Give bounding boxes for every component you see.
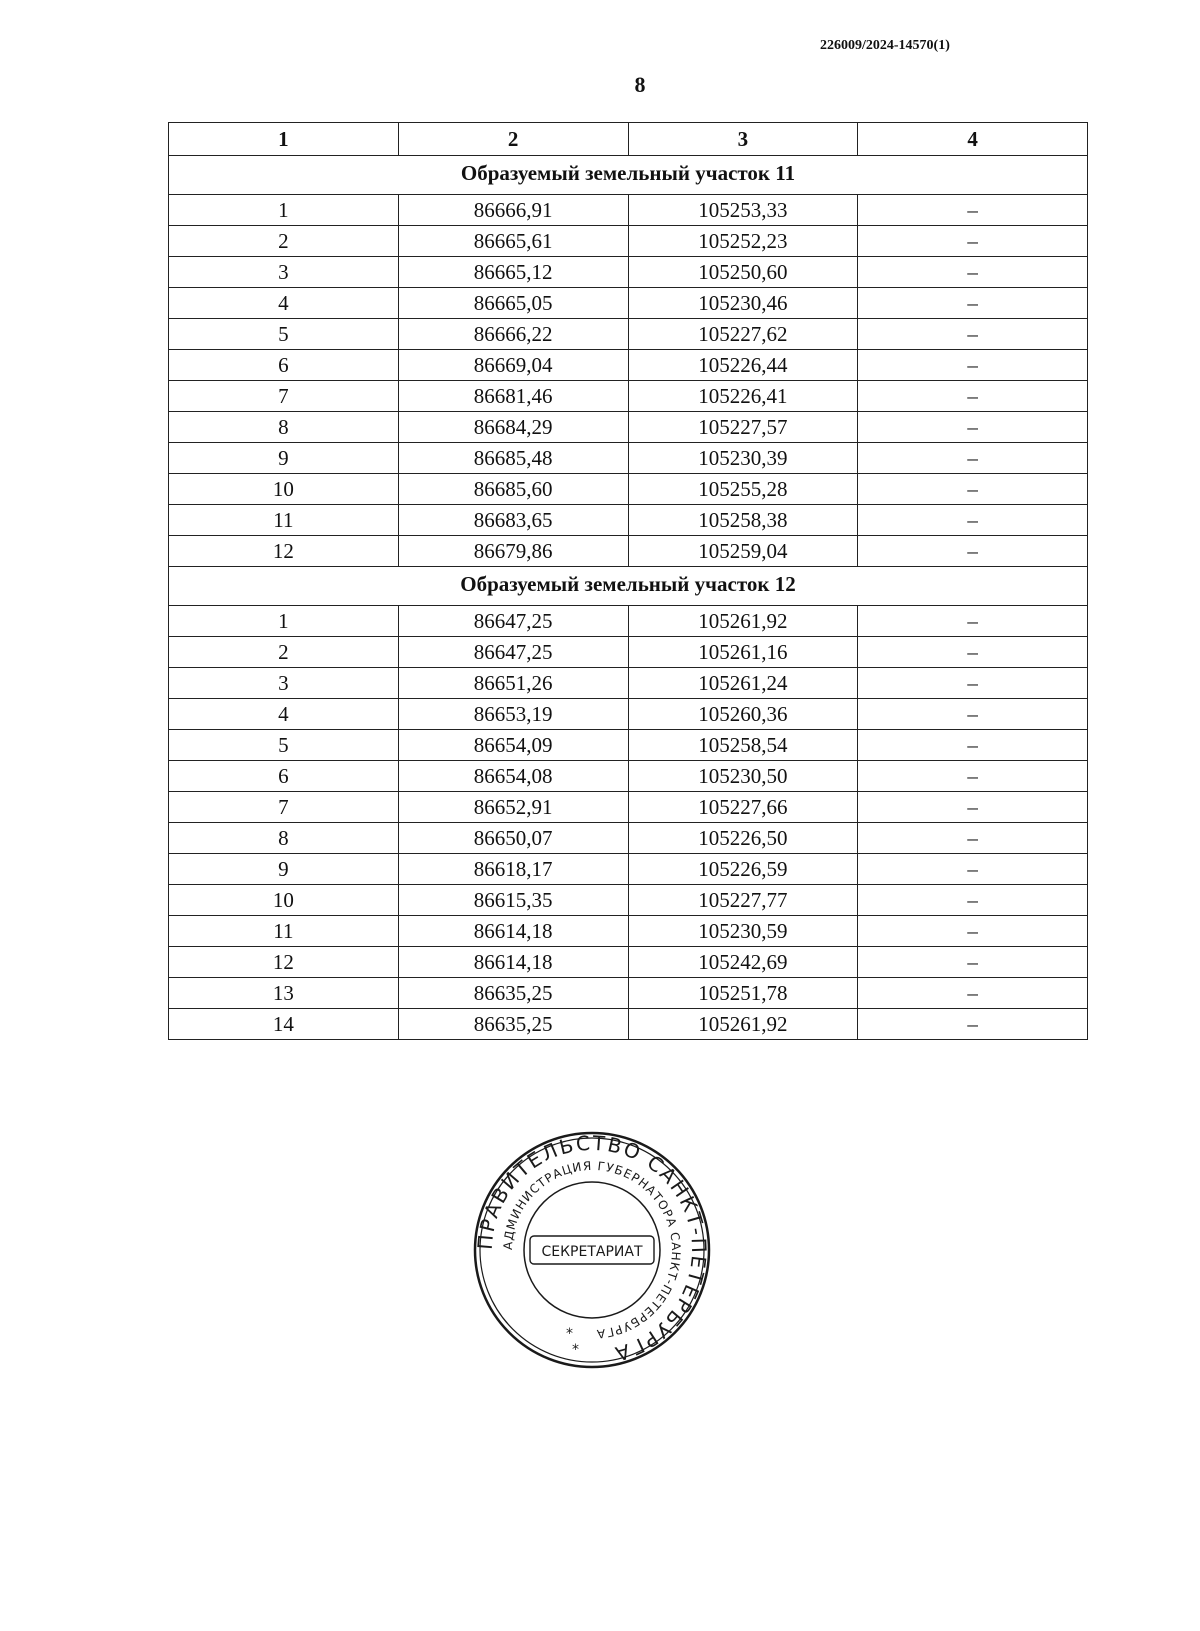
column-header: 4 bbox=[858, 123, 1088, 156]
y-coordinate-cell: 105261,16 bbox=[628, 637, 858, 668]
point-number-cell: 7 bbox=[169, 792, 399, 823]
x-coordinate-cell: 86653,19 bbox=[398, 699, 628, 730]
table-row bbox=[169, 319, 1088, 350]
x-coordinate-cell: 86679,86 bbox=[398, 536, 628, 567]
y-coordinate-cell: 105227,77 bbox=[628, 885, 858, 916]
table-row bbox=[169, 257, 1088, 288]
point-number-cell: 8 bbox=[169, 823, 399, 854]
y-coordinate-cell: 105230,59 bbox=[628, 916, 858, 947]
y-coordinate-cell: 105227,66 bbox=[628, 792, 858, 823]
note-cell: – bbox=[858, 412, 1088, 443]
x-coordinate-cell: 86614,18 bbox=[398, 916, 628, 947]
table-row bbox=[169, 792, 1088, 823]
x-coordinate-cell: 86669,04 bbox=[398, 350, 628, 381]
x-coordinate-cell: 86647,25 bbox=[398, 606, 628, 637]
coordinates-table bbox=[168, 122, 1088, 1040]
table-row bbox=[169, 1009, 1088, 1040]
note-cell: – bbox=[858, 474, 1088, 505]
table-row bbox=[169, 226, 1088, 257]
note-cell: – bbox=[858, 536, 1088, 567]
note-cell: – bbox=[858, 606, 1088, 637]
table-row bbox=[169, 606, 1088, 637]
section-title: Образуемый земельный участок 11 bbox=[169, 156, 1088, 195]
y-coordinate-cell: 105261,24 bbox=[628, 668, 858, 699]
point-number-cell: 10 bbox=[169, 474, 399, 505]
note-cell: – bbox=[858, 978, 1088, 1009]
official-stamp bbox=[472, 1130, 712, 1370]
point-number-cell: 11 bbox=[169, 505, 399, 536]
column-header: 3 bbox=[628, 123, 858, 156]
point-number-cell: 7 bbox=[169, 381, 399, 412]
note-cell: – bbox=[858, 1009, 1088, 1040]
point-number-cell: 12 bbox=[169, 947, 399, 978]
note-cell: – bbox=[858, 823, 1088, 854]
y-coordinate-cell: 105226,41 bbox=[628, 381, 858, 412]
x-coordinate-cell: 86635,25 bbox=[398, 978, 628, 1009]
y-coordinate-cell: 105255,28 bbox=[628, 474, 858, 505]
y-coordinate-cell: 105260,36 bbox=[628, 699, 858, 730]
note-cell: – bbox=[858, 699, 1088, 730]
page-number: 8 bbox=[634, 72, 646, 97]
x-coordinate-cell: 86654,08 bbox=[398, 761, 628, 792]
point-number-cell: 6 bbox=[169, 761, 399, 792]
note-cell: – bbox=[858, 257, 1088, 288]
stamp-center-text: СЕКРЕТАРИАТ bbox=[541, 1244, 643, 1260]
point-number-cell: 8 bbox=[169, 412, 399, 443]
x-coordinate-cell: 86635,25 bbox=[398, 1009, 628, 1040]
table-row bbox=[169, 978, 1088, 1009]
section-header-row bbox=[169, 567, 1088, 606]
y-coordinate-cell: 105253,33 bbox=[628, 195, 858, 226]
y-coordinate-cell: 105230,50 bbox=[628, 761, 858, 792]
x-coordinate-cell: 86614,18 bbox=[398, 947, 628, 978]
y-coordinate-cell: 105227,62 bbox=[628, 319, 858, 350]
y-coordinate-cell: 105258,54 bbox=[628, 730, 858, 761]
table-row bbox=[169, 885, 1088, 916]
star-icon: * bbox=[566, 1326, 573, 1342]
table-row bbox=[169, 668, 1088, 699]
table-row bbox=[169, 381, 1088, 412]
doc-number: 226009/2024-14570(1) bbox=[820, 38, 950, 53]
table-row bbox=[169, 947, 1088, 978]
table-row bbox=[169, 474, 1088, 505]
point-number-cell: 10 bbox=[169, 885, 399, 916]
point-number-cell: 3 bbox=[169, 668, 399, 699]
section-header-row bbox=[169, 156, 1088, 195]
note-cell: – bbox=[858, 885, 1088, 916]
x-coordinate-cell: 86654,09 bbox=[398, 730, 628, 761]
x-coordinate-cell: 86684,29 bbox=[398, 412, 628, 443]
point-number-cell: 2 bbox=[169, 637, 399, 668]
table-row bbox=[169, 761, 1088, 792]
stamp-outer-text: ПРАВИТЕЛЬСТВО САНКТ-ПЕТЕРБУРГА bbox=[472, 1130, 712, 1367]
point-number-cell: 9 bbox=[169, 854, 399, 885]
note-cell: – bbox=[858, 443, 1088, 474]
column-header: 1 bbox=[169, 123, 399, 156]
note-cell: – bbox=[858, 381, 1088, 412]
point-number-cell: 13 bbox=[169, 978, 399, 1009]
point-number-cell: 12 bbox=[169, 536, 399, 567]
note-cell: – bbox=[858, 947, 1088, 978]
table-body bbox=[169, 156, 1088, 1040]
note-cell: – bbox=[858, 637, 1088, 668]
y-coordinate-cell: 105242,69 bbox=[628, 947, 858, 978]
note-cell: – bbox=[858, 668, 1088, 699]
x-coordinate-cell: 86652,91 bbox=[398, 792, 628, 823]
table-row bbox=[169, 412, 1088, 443]
y-coordinate-cell: 105261,92 bbox=[628, 606, 858, 637]
note-cell: – bbox=[858, 761, 1088, 792]
note-cell: – bbox=[858, 730, 1088, 761]
stamp-inner-text: АДМИНИСТРАЦИЯ ГУБЕРНАТОРА САНКТ-ПЕТЕРБУРГА bbox=[500, 1158, 684, 1341]
note-cell: – bbox=[858, 195, 1088, 226]
table-row bbox=[169, 637, 1088, 668]
note-cell: – bbox=[858, 792, 1088, 823]
y-coordinate-cell: 105226,50 bbox=[628, 823, 858, 854]
y-coordinate-cell: 105227,57 bbox=[628, 412, 858, 443]
x-coordinate-cell: 86681,46 bbox=[398, 381, 628, 412]
point-number-cell: 5 bbox=[169, 319, 399, 350]
x-coordinate-cell: 86618,17 bbox=[398, 854, 628, 885]
y-coordinate-cell: 105259,04 bbox=[628, 536, 858, 567]
x-coordinate-cell: 86650,07 bbox=[398, 823, 628, 854]
table-row bbox=[169, 505, 1088, 536]
table-row bbox=[169, 195, 1088, 226]
note-cell: – bbox=[858, 916, 1088, 947]
table-header-row bbox=[169, 123, 1088, 156]
table-row bbox=[169, 350, 1088, 381]
table-row bbox=[169, 288, 1088, 319]
y-coordinate-cell: 105250,60 bbox=[628, 257, 858, 288]
x-coordinate-cell: 86666,91 bbox=[398, 195, 628, 226]
y-coordinate-cell: 105230,39 bbox=[628, 443, 858, 474]
table-row bbox=[169, 699, 1088, 730]
y-coordinate-cell: 105230,46 bbox=[628, 288, 858, 319]
y-coordinate-cell: 105226,59 bbox=[628, 854, 858, 885]
x-coordinate-cell: 86685,48 bbox=[398, 443, 628, 474]
note-cell: – bbox=[858, 288, 1088, 319]
point-number-cell: 4 bbox=[169, 699, 399, 730]
x-coordinate-cell: 86651,26 bbox=[398, 668, 628, 699]
table-row bbox=[169, 730, 1088, 761]
y-coordinate-cell: 105251,78 bbox=[628, 978, 858, 1009]
table-row bbox=[169, 854, 1088, 885]
star-icon: * bbox=[572, 1342, 579, 1358]
point-number-cell: 1 bbox=[169, 606, 399, 637]
x-coordinate-cell: 86647,25 bbox=[398, 637, 628, 668]
x-coordinate-cell: 86665,12 bbox=[398, 257, 628, 288]
point-number-cell: 4 bbox=[169, 288, 399, 319]
point-number-cell: 11 bbox=[169, 916, 399, 947]
x-coordinate-cell: 86685,60 bbox=[398, 474, 628, 505]
x-coordinate-cell: 86666,22 bbox=[398, 319, 628, 350]
y-coordinate-cell: 105261,92 bbox=[628, 1009, 858, 1040]
point-number-cell: 1 bbox=[169, 195, 399, 226]
table-row bbox=[169, 916, 1088, 947]
y-coordinate-cell: 105226,44 bbox=[628, 350, 858, 381]
note-cell: – bbox=[858, 350, 1088, 381]
point-number-cell: 6 bbox=[169, 350, 399, 381]
x-coordinate-cell: 86615,35 bbox=[398, 885, 628, 916]
table-row bbox=[169, 823, 1088, 854]
point-number-cell: 3 bbox=[169, 257, 399, 288]
x-coordinate-cell: 86683,65 bbox=[398, 505, 628, 536]
x-coordinate-cell: 86665,05 bbox=[398, 288, 628, 319]
point-number-cell: 14 bbox=[169, 1009, 399, 1040]
point-number-cell: 2 bbox=[169, 226, 399, 257]
note-cell: – bbox=[858, 319, 1088, 350]
table-row bbox=[169, 536, 1088, 567]
y-coordinate-cell: 105258,38 bbox=[628, 505, 858, 536]
note-cell: – bbox=[858, 226, 1088, 257]
point-number-cell: 9 bbox=[169, 443, 399, 474]
column-header: 2 bbox=[398, 123, 628, 156]
point-number-cell: 5 bbox=[169, 730, 399, 761]
table-row bbox=[169, 443, 1088, 474]
section-title: Образуемый земельный участок 12 bbox=[169, 567, 1088, 606]
note-cell: – bbox=[858, 854, 1088, 885]
x-coordinate-cell: 86665,61 bbox=[398, 226, 628, 257]
y-coordinate-cell: 105252,23 bbox=[628, 226, 858, 257]
note-cell: – bbox=[858, 505, 1088, 536]
